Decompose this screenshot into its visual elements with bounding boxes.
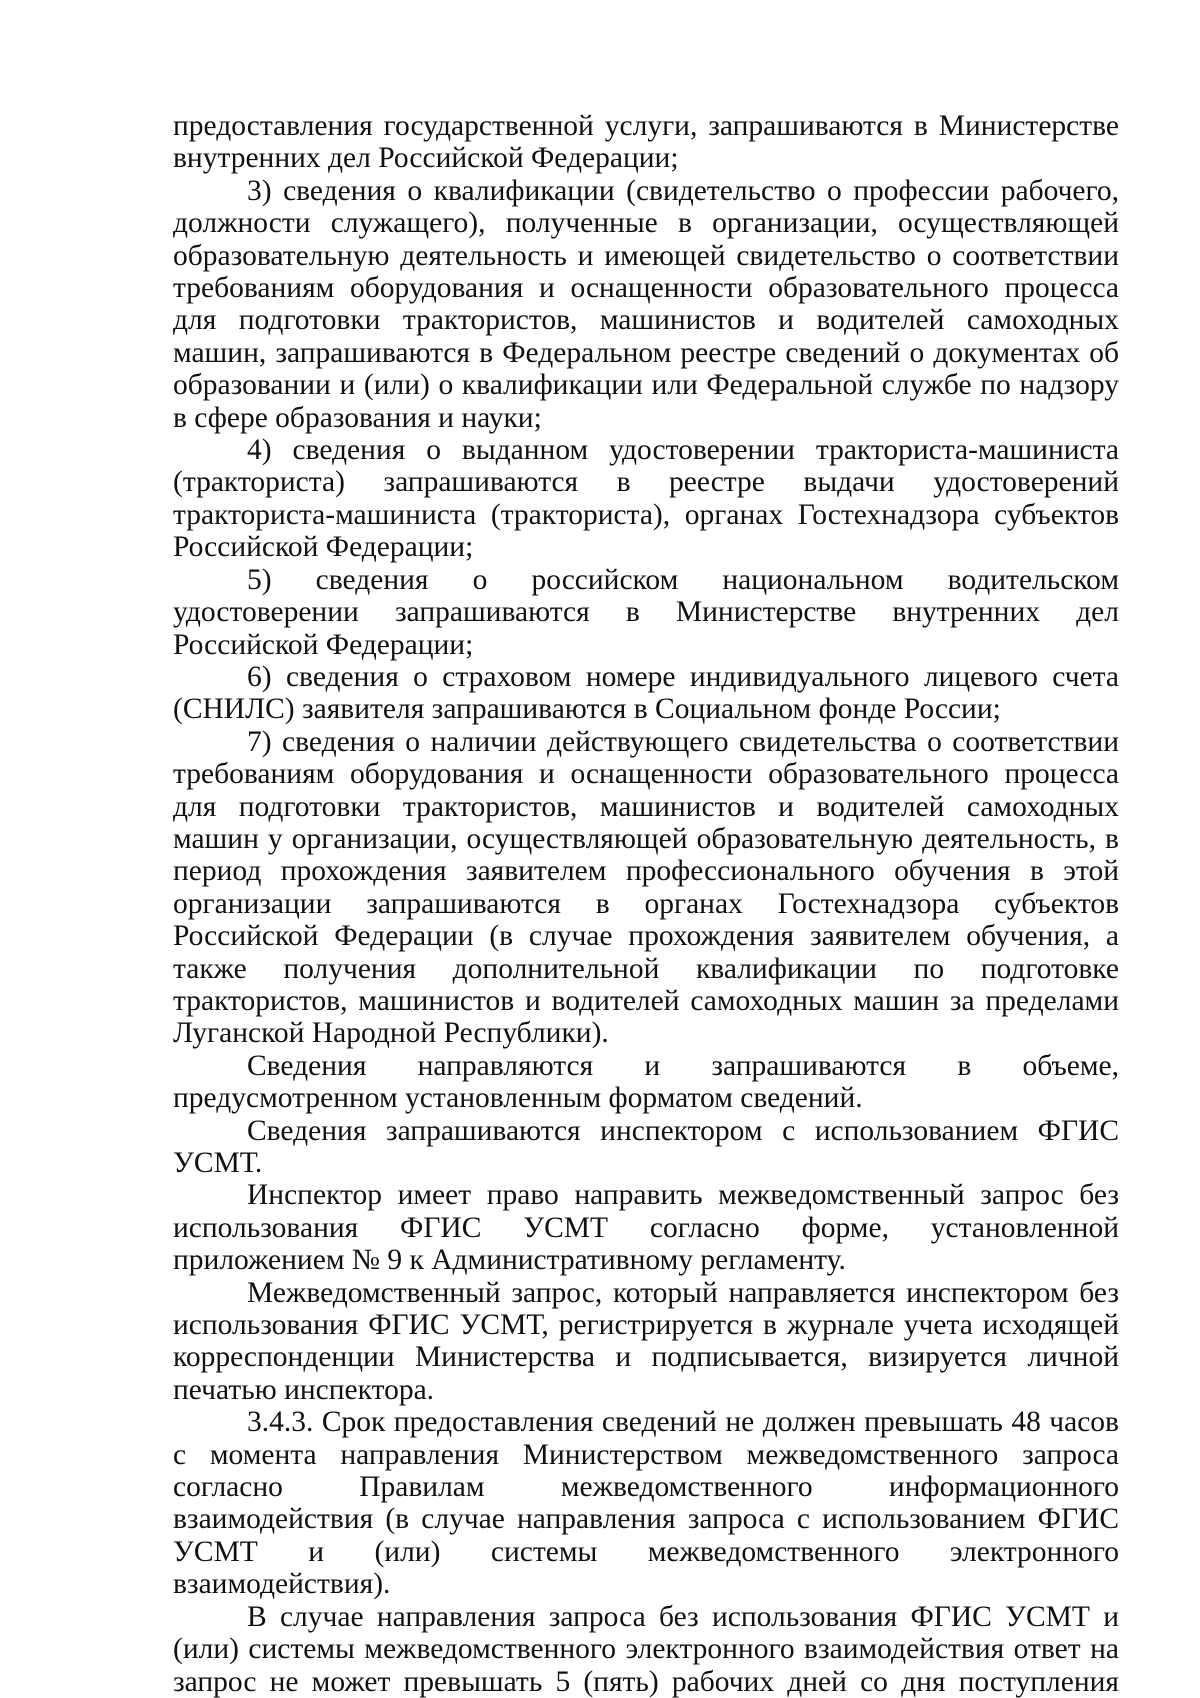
paragraph-item-4: 4) сведения о выданном удостоверении тракториста-машиниста (тракториста) запрашиваются в реестре выдачи удостоверений тракториста-машиниста (тракториста), органах Гостехнадзора субъектов Российской Федерации;	[173, 434, 1119, 564]
paragraph-item-3: 3) сведения о квалификации (свидетельство о профессии рабочего, должности служащего), полученные в организации, осуществляющей образовательную деятельность и имеющей свидетельство о соответствии требованиям оборудования и оснащенности образовательного процесса для подготовки трактористов, машинистов и водителей самоходных машин, запрашиваются в Федеральном реестре сведений о документах об образовании и (или) о квалификации или Федеральной службе по надзору в сфере образования и науки;	[173, 174, 1119, 434]
paragraph-request-registration: Межведомственный запрос, который направляется инспектором без использования ФГИС УСМТ, регистрируется в журнале учета исходящей корреспонденции Министерства и подписывается, визируется личной печатью инспектора.	[173, 1276, 1119, 1406]
paragraph-continuation: предоставления государственной услуги, запрашиваются в Министерстве внутренних дел Российской Федерации;	[173, 110, 1119, 175]
paragraph-fgis-request: Сведения запрашиваются инспектором с использованием ФГИС УСМТ.	[173, 1114, 1119, 1179]
paragraph-item-5: 5) сведения о российском национальном водительском удостоверении запрашиваются в Министерстве внутренних дел Российской Федерации;	[173, 563, 1119, 661]
paragraph-section-3-4-3: 3.4.3. Срок предоставления сведений не должен превышать 48 часов с момента направления Министерством межведомственного запроса согласно Правилам межведомственного информационного взаимодействия (в случае направления запроса с использованием ФГИС УСМТ и (или) системы межведомственного электронного взаимодействия).	[173, 1406, 1119, 1601]
paragraph-response-deadline: В случае направления запроса без использования ФГИС УСМТ и (или) системы межведомственного электронного взаимодействия ответ на запрос не может превышать 5 (пять) рабочих дней со дня поступления	[173, 1600, 1119, 1698]
document-page	[173, 110, 1119, 1698]
paragraph-item-6: 6) сведения о страховом номере индивидуального лицевого счета (СНИЛС) заявителя запрашиваются в Социальном фонде России;	[173, 660, 1119, 726]
paragraph-format-note: Сведения направляются и запрашиваются в объеме, предусмотренном установленным форматом сведений.	[173, 1049, 1119, 1115]
paragraph-inspector-right: Инспектор имеет право направить межведомственный запрос без использования ФГИС УСМТ согласно форме, установленной приложением № 9 к Административному регламенту.	[173, 1179, 1119, 1277]
paragraph-item-7: 7) сведения о наличии действующего свидетельства о соответствии требованиям оборудования и оснащенности образовательного процесса для подготовки трактористов, машинистов и водителей самоходных машин у организации, осуществляющей образовательную деятельность, в период прохождения заявителем профессионального обучения в этой организации запрашиваются в органах Гостехнадзора субъектов Российской Федерации (в случае прохождения заявителем обучения, а также получения дополнительной квалификации по подготовке трактористов, машинистов и водителей самоходных машин за пределами Луганской Народной Республики).	[173, 725, 1119, 1050]
